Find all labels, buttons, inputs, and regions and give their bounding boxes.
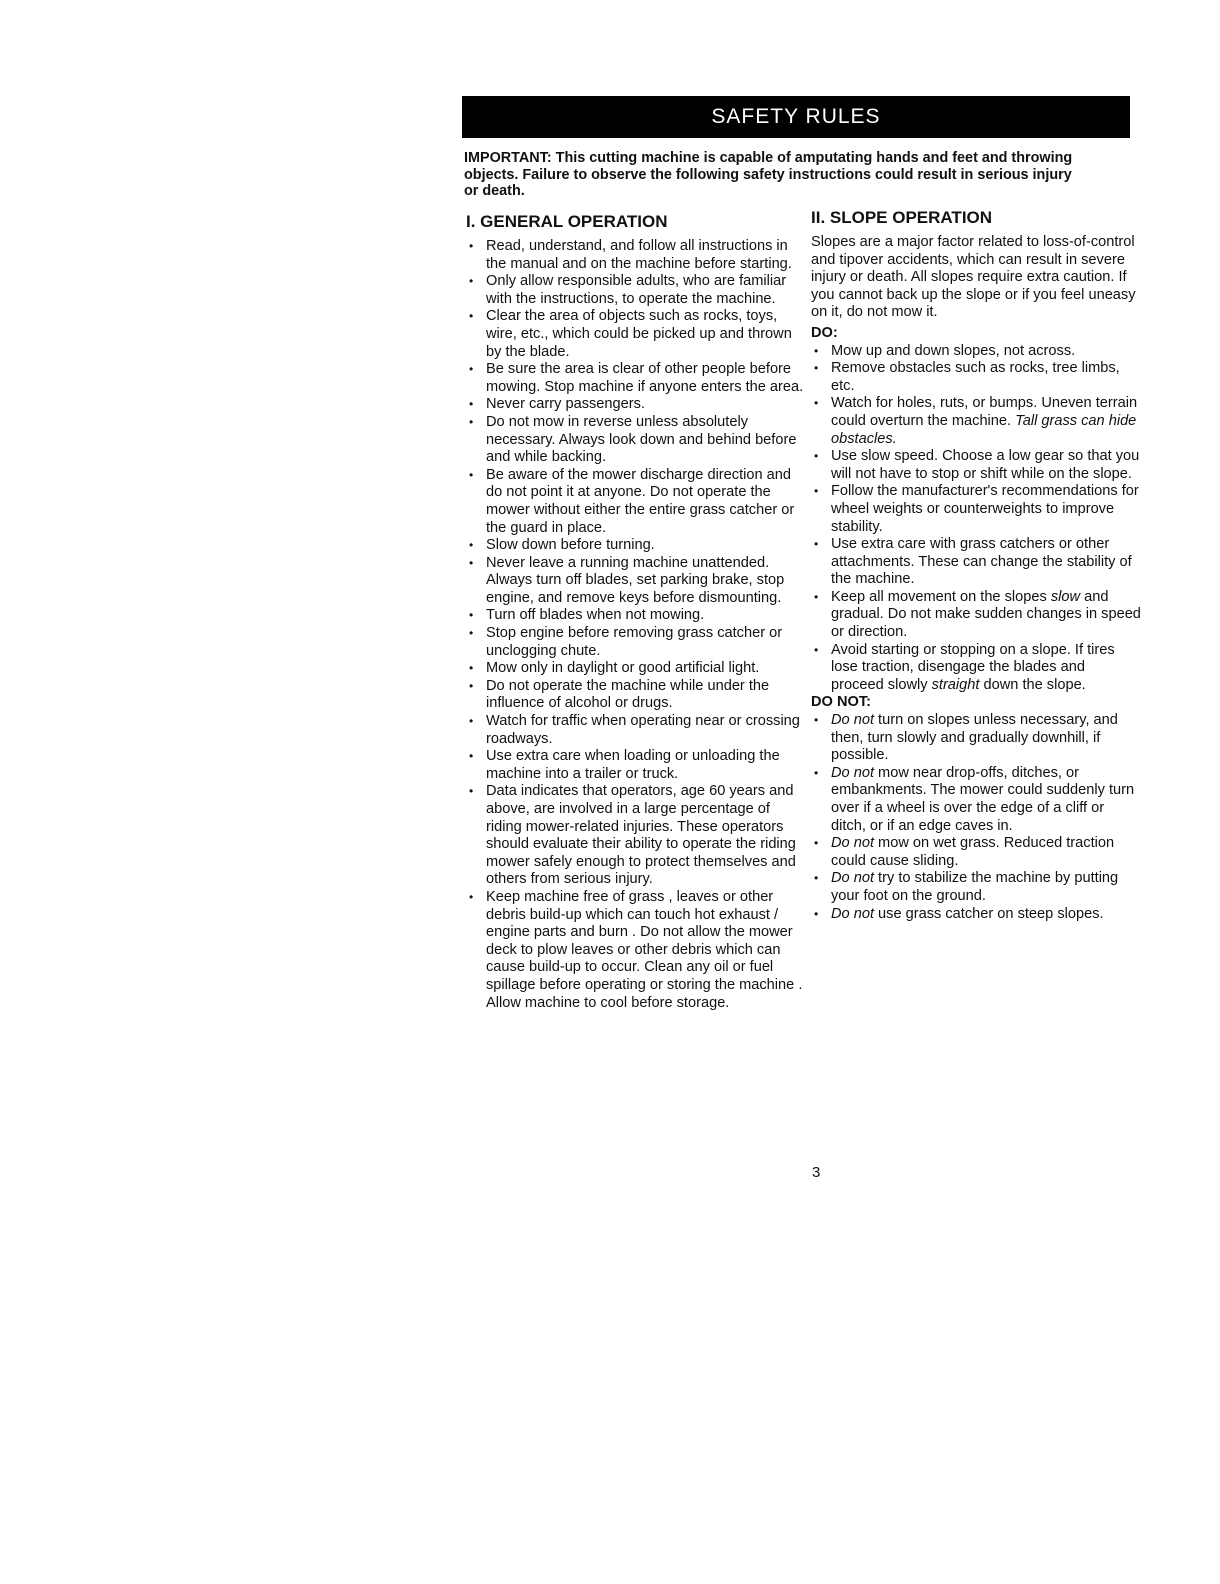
- list-item: • Turn off blades when not mowing.: [466, 607, 806, 625]
- list-item: • Do not try to stabilize the machine by putting your foot on the ground.: [811, 870, 1141, 905]
- list-item: • Mow up and down slopes, not across.: [811, 343, 1141, 361]
- list-item: • Be aware of the mower discharge direction and do not point it at anyone. Do not operate the mower without either the entire grass catcher or the guard in place.: [466, 467, 806, 537]
- list-item: • Mow only in daylight or good artificial light.: [466, 660, 806, 678]
- list-item: • Never leave a running machine unattended. Always turn off blades, set parking brake, stop engine, and remove keys before dismounting.: [466, 555, 806, 608]
- list-item: • Use slow speed. Choose a low gear so that you will not have to stop or shift while on the slope.: [811, 448, 1141, 483]
- general-operation-list: [466, 238, 806, 1012]
- do-not-list: [811, 712, 1141, 923]
- list-item: • Do not turn on slopes unless necessary, and then, turn slowly and gradually downhill, if possible.: [811, 712, 1141, 765]
- banner-title: SAFETY RULES: [711, 105, 881, 128]
- slope-intro: Slopes are a major factor related to loss-of-control and tipover accidents, which can result in severe injury or death. All slopes require extra caution. If you cannot back up the slope or if you feel uneasy on it, do not mow it.: [811, 234, 1136, 321]
- do-list: [811, 343, 1141, 695]
- list-item: • Never carry passengers.: [466, 396, 806, 414]
- list-item: • Do not operate the machine while under the influence of alcohol or drugs.: [466, 678, 806, 713]
- list-item: • Data indicates that operators, age 60 years and above, are involved in a large percentage of riding mower-related injuries. These operators should evaluate their ability to operate the riding mower safely enough to protect themselves and others from serious injury.: [466, 783, 806, 889]
- list-item: • Use extra care when loading or unloading the machine into a trailer or truck.: [466, 748, 806, 783]
- list-item: • Read, understand, and follow all instructions in the manual and on the machine before starting.: [466, 238, 806, 273]
- general-operation-heading: I. GENERAL OPERATION: [466, 212, 668, 231]
- list-item: • Keep all movement on the slopes slow and gradual. Do not make sudden changes in speed or direction.: [811, 589, 1141, 642]
- list-item: • Use extra care with grass catchers or other attachments. These can change the stability of the machine.: [811, 536, 1141, 589]
- page-number: 3: [812, 1164, 821, 1181]
- important-label: IMPORTANT:: [464, 150, 552, 166]
- list-item: • Watch for holes, ruts, or bumps. Uneven terrain could overturn the machine. Tall grass can hide obstacles.: [811, 395, 1141, 448]
- list-item: • Remove obstacles such as rocks, tree limbs, etc.: [811, 360, 1141, 395]
- general-operation-section: [466, 212, 806, 1012]
- list-item: • Stop engine before removing grass catcher or unclogging chute.: [466, 625, 806, 660]
- list-item: • Keep machine free of grass , leaves or other debris build-up which can touch hot exhaust / engine parts and burn . Do not allow the mower deck to plow leaves or other debris which can cause build-up to occur. Clean any oil or fuel spillage before operating or storing the machine . Allow machine to cool before storage.: [466, 889, 806, 1012]
- list-item: • Watch for traffic when operating near or crossing roadways.: [466, 713, 806, 748]
- do-not-label: DO NOT:: [811, 694, 871, 711]
- list-item: • Do not mow near drop-offs, ditches, or embankments. The mower could suddenly turn over if a wheel is over the edge of a cliff or ditch, or if an edge caves in.: [811, 765, 1141, 835]
- list-item: • Do not mow in reverse unless absolutely necessary. Always look down and behind before and while backing.: [466, 414, 806, 467]
- list-item: • Only allow responsible adults, who are familiar with the instructions, to operate the machine.: [466, 273, 806, 308]
- list-item: • Avoid starting or stopping on a slope. If tires lose traction, disengage the blades and proceed slowly straight down the slope.: [811, 642, 1141, 695]
- list-item: • Do not mow on wet grass. Reduced traction could cause sliding.: [811, 835, 1141, 870]
- slope-operation-heading: II. SLOPE OPERATION: [811, 208, 993, 227]
- important-text: This cutting machine is capable of amputating hands and feet and throwing objects. Failure to observe the following safety instructions could result in serious injury or death.: [464, 150, 1073, 199]
- list-item: • Be sure the area is clear of other people before mowing. Stop machine if anyone enters the area.: [466, 361, 806, 396]
- list-item: • Clear the area of objects such as rocks, toys, wire, etc., which could be picked up and thrown by the blade.: [466, 308, 806, 361]
- list-item: • Slow down before turning.: [466, 537, 806, 555]
- slope-operation-section: [811, 208, 1141, 923]
- list-item: • Do not use grass catcher on steep slopes.: [811, 906, 1141, 924]
- important-notice: [464, 150, 1084, 200]
- do-label: DO:: [811, 324, 838, 341]
- list-item: • Follow the manufacturer's recommendations for wheel weights or counterweights to improve stability.: [811, 483, 1141, 536]
- safety-rules-banner: [462, 96, 1130, 138]
